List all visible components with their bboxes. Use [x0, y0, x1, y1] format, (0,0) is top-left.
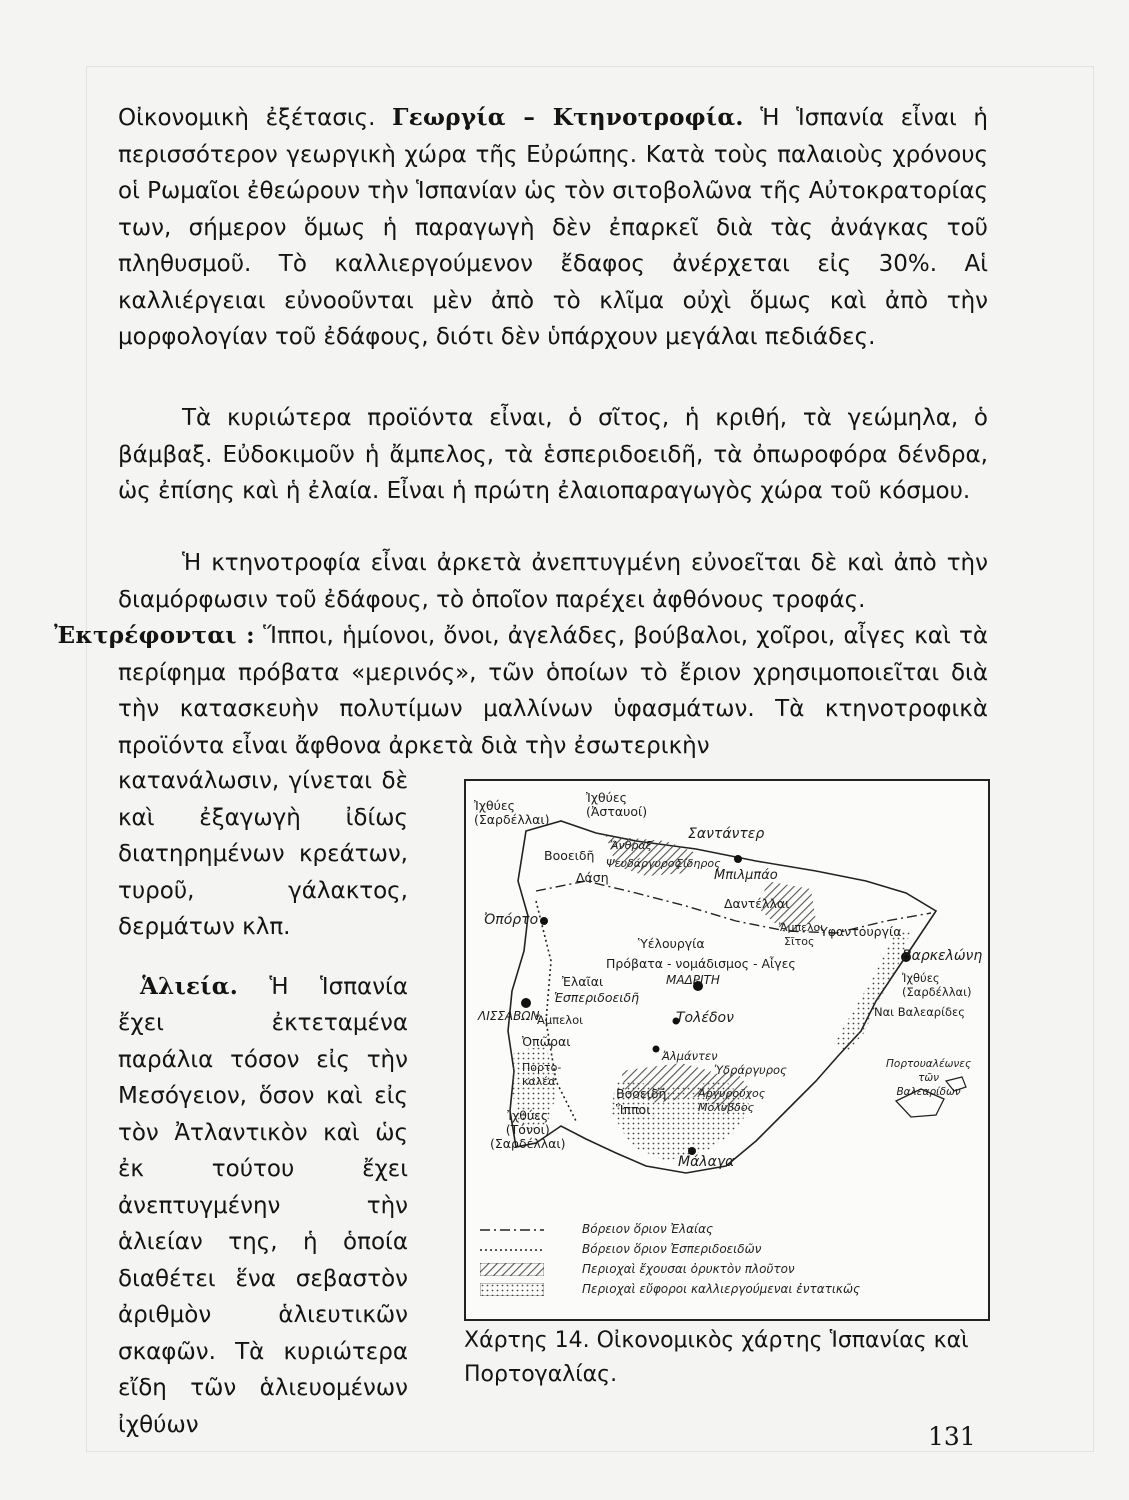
map-label-fruits: Ὀπῶραι — [522, 1034, 571, 1049]
economic-map — [464, 779, 990, 1321]
map-label-toledo: Τολέδον — [676, 1010, 734, 1026]
bred-label: Ἐκτρέφονται : — [54, 622, 255, 649]
economy-paragraph-2: Τὰ κυριώτερα προϊόντα εἶναι, ὁ σῖτος, ἡ κριθή, τὰ γεώμηλα, ὁ βάμβαξ. Εὐδοκιμοῦν ἡ ἄμπελος, τὰ ἑσπεριδοειδῆ, τὰ ὀπωροφόρα δένδρα, ὡς ἐπίσης καὶ ἡ ἐλαία. Εἶναι ἡ πρώτη ἐλαιοπαραγωγὸς χώρα τοῦ κόσμου. — [118, 405, 988, 504]
city-dot-bilbao — [734, 855, 742, 863]
map-label-sheep: Πρόβατα - νομάδισμος - Αἶγες — [606, 956, 796, 971]
map-label-mercury: Ὑδράργυρος — [714, 1063, 787, 1077]
map-label-cereals: Ὑέλουργία — [638, 936, 705, 951]
map-label-fish-tuna: Ἰχθύες (Τόνοι) (Σαρδέλλαι) — [490, 1108, 566, 1151]
map-label-iron: Σίδηρος — [676, 857, 721, 870]
map-label-textiles: Ὑφαντουργία — [818, 924, 902, 939]
section-heading-economy: Οἰκονομικὴ ἐξέτασις. — [118, 105, 376, 131]
subheading-agriculture: Γεωργία – Κτηνοτροφία. — [392, 104, 744, 131]
map-label-wheat-east: Σῖτος — [784, 935, 815, 948]
map-label-fish-lobsters: Ἰχθύες (Ἀσταυοί) — [586, 790, 648, 819]
map-label-anthrax: Ἄνθραξ — [610, 839, 652, 852]
map-caption: Χάρτης 14. Οἰκονομικὸς χάρτης Ἱσπανίας καὶ Πορτογαλίας. — [464, 1328, 969, 1387]
map-label-fish-east: Ἰχθύες (Σαρδέλλαι) — [902, 971, 972, 999]
map-label-barcelona: Βαρκελώνη — [902, 948, 983, 964]
map-label-oranges: Πορτο- καλέα — [522, 1061, 562, 1088]
map-label-balearics: Ναι Βαλεαρίδες — [874, 1005, 965, 1019]
map-label-horses: Ἵπποι — [616, 1102, 651, 1117]
city-dot-almaden — [653, 1046, 660, 1053]
map-label-cattle-south: Βοοειδῆ — [616, 1086, 667, 1101]
legend-swatch-olive-limit — [480, 1223, 544, 1236]
map-label-santander: Σαντάντερ — [688, 826, 765, 842]
map-label-portuguese-balearic: Πορτουαλέωνες τῶν Βαλεαρίδων — [886, 1058, 972, 1098]
map-label-lisbon: ΛΙΣΣΑΒΩΝ — [478, 1009, 540, 1023]
map-label-vines-east: Ἄμπελοι — [779, 921, 824, 934]
fishing-text: Ἡ Ἱσπανία ἔχει ἐκτεταμένα παράλια τόσον εἰς τὴν Μεσόγειον, ὅσον καὶ εἰς τὸν Ἀτλαντικὸν καὶ ὡς ἐκ τούτου ἔχει ἀνεπτυγμένην τὴν ἁλιείαν της, ἡ ὁποία διαθέτει ἕνα σεβαστὸν ἀριθμὸν ἁλιευτικῶν σκαφῶν. Τὰ κυριώτερα εἴδη τῶν ἁλιευομένων ἰχθύων — [118, 973, 408, 1438]
economy-paragraph-1 — [118, 100, 988, 356]
map-label-lentils: Δαντέλλαι — [724, 896, 790, 911]
economy-text-1: Ἡ Ἱσπανία εἶναι ἡ περισσότερον γεωργικὴ χώρα τῆς Εὐρώπης. Κατὰ τοὺς παλαιοὺς χρόνους οἱ Ρωμαῖοι ἐθεώρουν τὴν Ἱσπανίαν ὡς τὸν σιτοβολῶνα τῆς Αὐτοκρατορίας των, σήμερον ὅμως ἡ παραγωγὴ δὲν ἐπαρκεῖ διὰ τὰς ἀνάγκας τοῦ πληθυσμοῦ. Τὸ καλλιεργούμενον ἔδαφος ἀνέρχεται εἰς 30%. Αἱ καλλιέργειαι εὐνοοῦνται μὲν ἀπὸ τὸ κλῖμα οὐχὶ ὅμως καὶ ἀπὸ τὴν μορφολογίαν τοῦ ἐδάφους, διότι δὲν ὑπάρχουν μεγάλαι πεδιάδες. — [118, 105, 988, 350]
legend-label-fertile: Περιοχαὶ εὔφοροι καλλιεργούμεναι ἐντατικῶς — [582, 1282, 861, 1296]
map-label-almaden: Ἀλμάντεν — [662, 1049, 718, 1063]
map-label-oporto: Ὀπόρτο — [484, 912, 539, 928]
wrapped-column — [118, 763, 408, 1443]
map-label-vines-west: Ἄμπελοι — [536, 1013, 584, 1027]
map-label-olives: Ἐλαῖαι — [562, 974, 604, 989]
city-dot-oporto — [540, 917, 548, 925]
legend-swatch-citrus-limit — [480, 1243, 544, 1256]
map-label-madrid: ΜΑΔΡΙΤΗ — [666, 973, 720, 987]
map-label-bilbao: Μπιλμπάο — [714, 868, 778, 883]
livestock-export-text: κατανάλωσιν, γίνεται δὲ καὶ ἐξαγωγὴ ἰδίως διατηρημένων κρεάτων, τυροῦ, γάλακτος, δερμάτων κλπ. — [118, 768, 408, 940]
map-label-silver-lead: Ἀργυροῦχος Μόλυβδος — [698, 1087, 766, 1114]
map-label-forests: Δάση — [576, 870, 609, 885]
section-heading-fishing: Ἁλιεία. — [140, 972, 239, 1000]
map-label-citrus-west: Ἑσπεριδοειδῆ — [554, 990, 640, 1005]
map-label-malaga: Μάλαγα — [678, 1154, 735, 1170]
map-label-cattle-north: Βοοειδῆ — [544, 848, 595, 863]
city-dot-lisbon — [521, 998, 531, 1008]
livestock-text: Ἡ κτηνοτροφία εἶναι ἀρκετὰ ἀνεπτυγμένη εὐνοεῖται δὲ καὶ ἀπὸ τὴν διαμόρφωσιν τοῦ ἐδάφους, τὸ ὁποῖον παρέχει ἀφθόνους τροφάς. — [118, 550, 988, 613]
page-number: 131 — [928, 1422, 976, 1451]
legend-label-mineral: Περιοχαὶ ἔχουσαι ὀρυκτὸν πλοῦτον — [582, 1262, 795, 1276]
legend-label-citrus: Βόρειον ὅριον Ἐσπεριδοειδῶν — [582, 1242, 762, 1256]
fishing-paragraph — [118, 969, 408, 1444]
livestock-list: Ἵπποι, ἡμίονοι, ὄνοι, ἀγελάδες, βούβαλοι, χοῖροι, αἶγες καὶ τὰ περίφημα πρόβατα «μερινός», τῶν ὁποίων τὸ ἔριον χρησιμοποιεῖται διὰ τὴν κατασκευὴν πολυτίμων μαλλίνων ὑφασμάτων. Τὰ κτηνοτροφικὰ προϊόντα εἶναι ἄφθονα ἀρκετὰ διὰ τὴν ἐσωτερικὴν — [118, 623, 989, 759]
map-label-zinc: Ψευδάργυρος — [606, 857, 681, 870]
map-label-fish-nw: Ἰχθύες (Σαρδέλλαι) — [474, 798, 550, 827]
economy-paragraph-3 — [54, 545, 989, 764]
legend-label-olive: Βόρειον ὅριον Ἐλαίας — [582, 1222, 714, 1236]
legend-swatch-fertile — [480, 1283, 544, 1296]
legend-swatch-mineral — [480, 1263, 544, 1276]
